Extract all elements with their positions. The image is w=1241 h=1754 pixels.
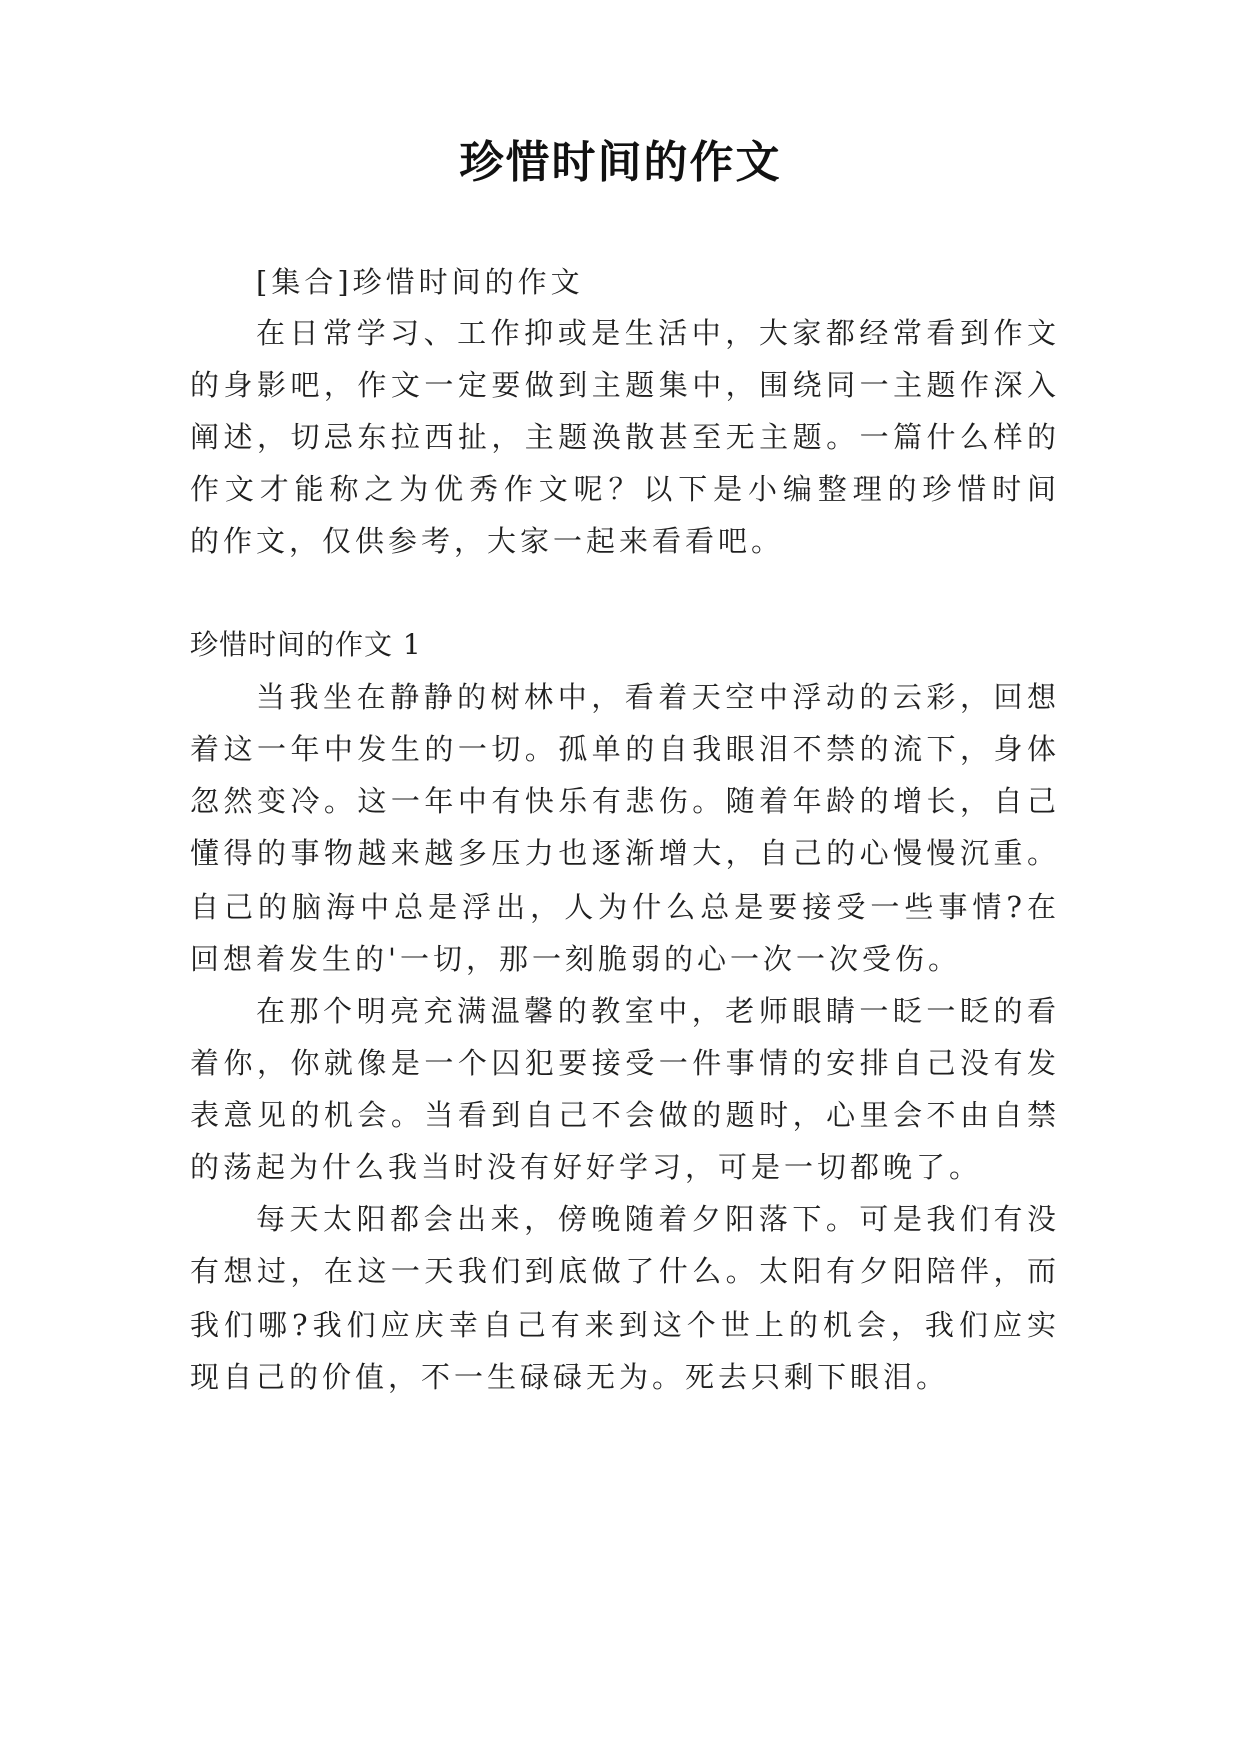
text-line: 当我坐在静静的树林中，看着天空中浮动的云彩，回想 — [256, 680, 1056, 714]
text-line: 作文才能称之为优秀作文呢？以下是小编整理的珍惜时间 — [190, 472, 1056, 506]
text-line: 回想着发生的'一切，那一刻脆弱的心一次一次受伤。 — [190, 942, 961, 976]
text-line: 的作文，仅供参考，大家一起来看看吧。 — [190, 524, 785, 558]
text-line: 的荡起为什么我当时没有好好学习，可是一切都晚了。 — [190, 1150, 983, 1184]
text-line: 在那个明亮充满温馨的教室中，老师眼睛一眨一眨的看 — [256, 994, 1056, 1028]
text-line: 着这一年中发生的一切。孤单的自我眼泪不禁的流下，身体 — [190, 732, 1056, 766]
text-line: 表意见的机会。当看到自己不会做的题时，心里会不由自禁 — [190, 1098, 1056, 1132]
text-line: 着你，你就像是一个囚犯要接受一件事情的安排自己没有发 — [190, 1046, 1056, 1080]
text-line: 有想过，在这一天我们到底做了什么。太阳有夕阳陪伴，而 — [190, 1254, 1056, 1288]
intro-heading-text: [集合]珍惜时间的作文 — [256, 265, 584, 299]
text-line: 我们哪?我们应庆幸自己有来到这个世上的机会，我们应实 — [190, 1308, 1056, 1342]
text-line: 懂得的事物越来越多压力也逐渐增大，自己的心慢慢沉重。 — [190, 836, 1056, 870]
text-line: 每天太阳都会出来，傍晚随着夕阳落下。可是我们有没 — [256, 1202, 1056, 1236]
text-line: 现自己的价值，不一生碌碌无为。死去只剩下眼泪。 — [190, 1360, 950, 1394]
text-line: 的身影吧，作文一定要做到主题集中，围绕同一主题作深入 — [190, 368, 1056, 402]
section-heading-text: 珍惜时间的作文 1 — [190, 628, 422, 661]
document-title: 珍惜时间的作文 — [459, 137, 782, 188]
text-line: 阐述，切忌东拉西扯，主题涣散甚至无主题。一篇什么样的 — [190, 420, 1056, 454]
text-line: 在日常学习、工作抑或是生活中，大家都经常看到作文 — [256, 316, 1056, 350]
text-line: 自己的脑海中总是浮出，人为什么总是要接受一些事情?在 — [190, 890, 1056, 924]
text-line: 忽然变冷。这一年中有快乐有悲伤。随着年龄的增长，自己 — [190, 784, 1056, 818]
